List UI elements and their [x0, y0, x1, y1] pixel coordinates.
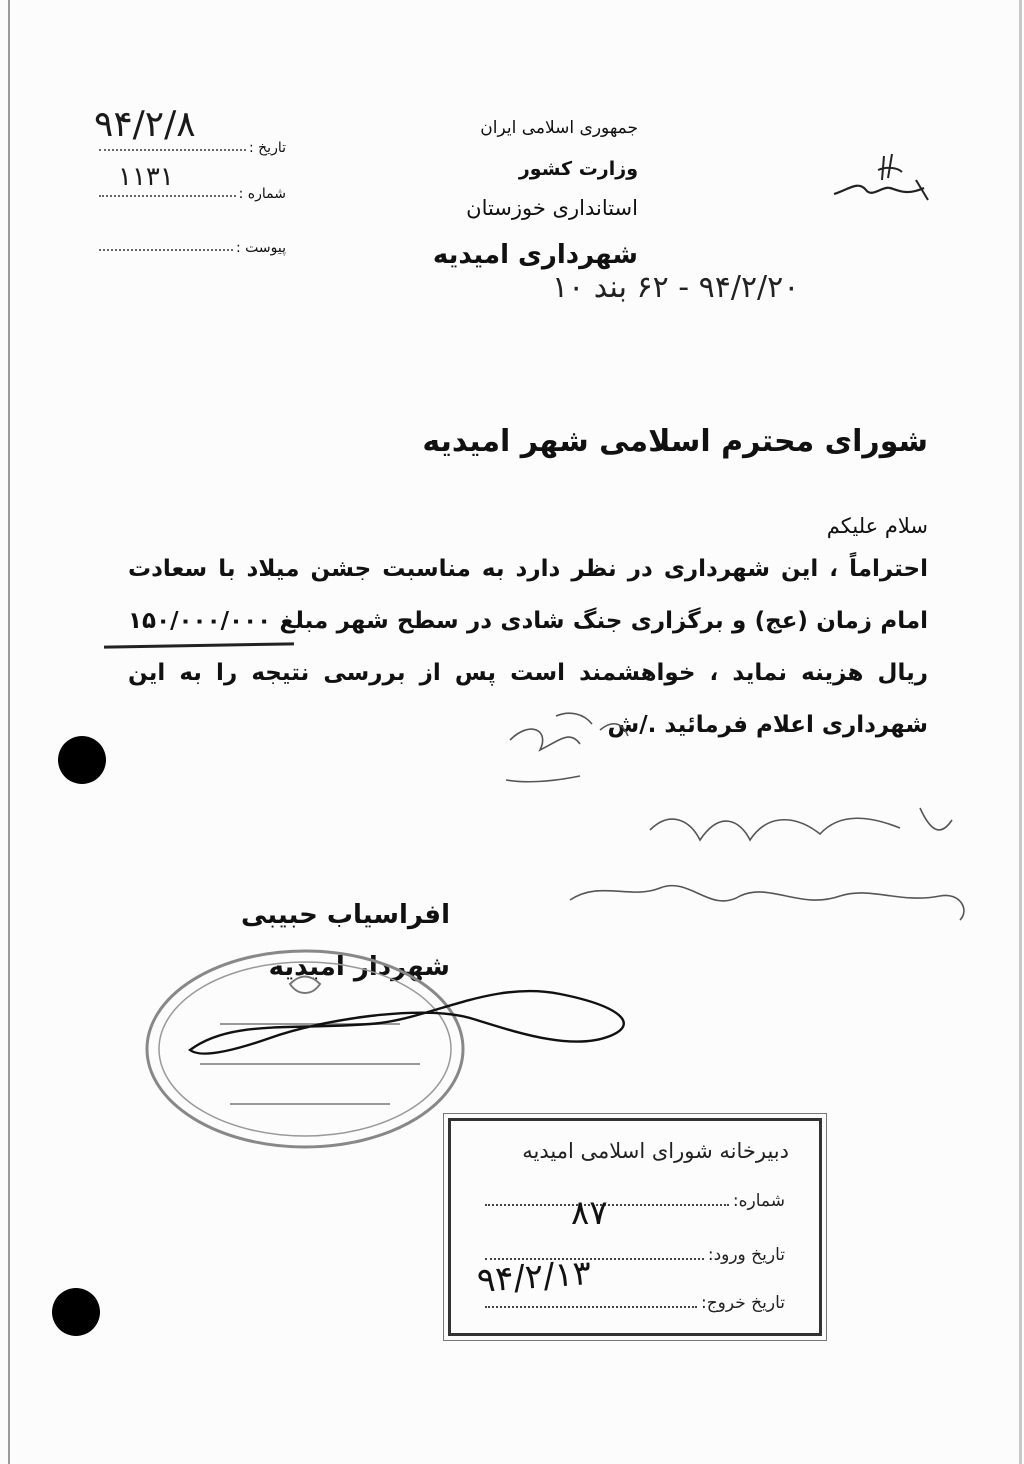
signer-name: افراسیاب حبیبی: [240, 900, 450, 930]
meta-number-dots: [99, 194, 236, 197]
letter-addressee: شورای محترم اسلامی شهر امیدیه: [422, 424, 928, 459]
meta-number-value: ۱۱۳۱: [118, 162, 174, 192]
stamp-exit-date-value: ۹۴/۲/۱۳: [475, 1253, 593, 1301]
page-left-edge: [8, 0, 10, 1464]
page-right-edge: [1019, 0, 1022, 1464]
header-republic: جمهوری اسلامی ایران: [480, 118, 638, 138]
stamp-exit-date-dots: [485, 1306, 697, 1308]
stamp-title: دبیرخانه شورای اسلامی امیدیه: [522, 1139, 789, 1163]
meta-date-dots: [99, 148, 246, 151]
header-ministry: وزارت کشور: [518, 158, 638, 180]
header-municipality: شهرداری امیدیه: [432, 240, 638, 270]
meta-number-label: شماره :: [238, 186, 286, 202]
stamp-exit-date-label: تاریخ خروج:: [700, 1293, 785, 1313]
meta-date-label: تاریخ :: [248, 140, 286, 156]
registration-note: ۹۴/۲/۲۰ - ۶۲ بند ۱۰: [552, 270, 800, 305]
amount-underline: [104, 642, 294, 648]
header-governorate: استانداری خوزستان: [466, 196, 638, 220]
meta-date-value: ۹۴/۲/۸: [94, 104, 196, 145]
letter-salutation: سلام علیکم: [826, 514, 928, 538]
letter-body-line: ریال هزینه نماید ، خواهشمند است پس از بررسی نتیجه را به این: [128, 660, 928, 686]
stamp-entry-date-label: تاریخ ورود:: [707, 1245, 785, 1265]
handwritten-notes-icon: [500, 700, 980, 960]
letter-body-line: احتراماً ، این شهرداری در نظر دارد به مناسبت جشن میلاد با سعادت: [128, 556, 928, 582]
council-registration-stamp: [448, 1118, 822, 1336]
punch-hole-icon: [52, 1288, 100, 1336]
signature-icon: [828, 150, 938, 214]
stamp-number-label: شماره:: [732, 1191, 785, 1211]
stamp-number-value: ۸۷: [571, 1193, 608, 1233]
meta-attachment-dots: [99, 248, 233, 251]
punch-hole-icon: [58, 736, 106, 784]
meta-attachment-label: پیوست :: [236, 240, 286, 256]
meta-attachment-row: [96, 230, 286, 256]
signature-icon: [170, 960, 650, 1080]
letter-body-line: امام زمان (عج) و برگزاری جنگ شادی در سطح شهر مبلغ ۱۵۰/۰۰۰/۰۰۰: [128, 608, 928, 634]
letter-body-line: شهرداری اعلام فرمائید ./ش: [607, 712, 928, 738]
stamp-number-row: [485, 1183, 785, 1211]
signer-title: شهردار امیدیه: [268, 952, 450, 982]
